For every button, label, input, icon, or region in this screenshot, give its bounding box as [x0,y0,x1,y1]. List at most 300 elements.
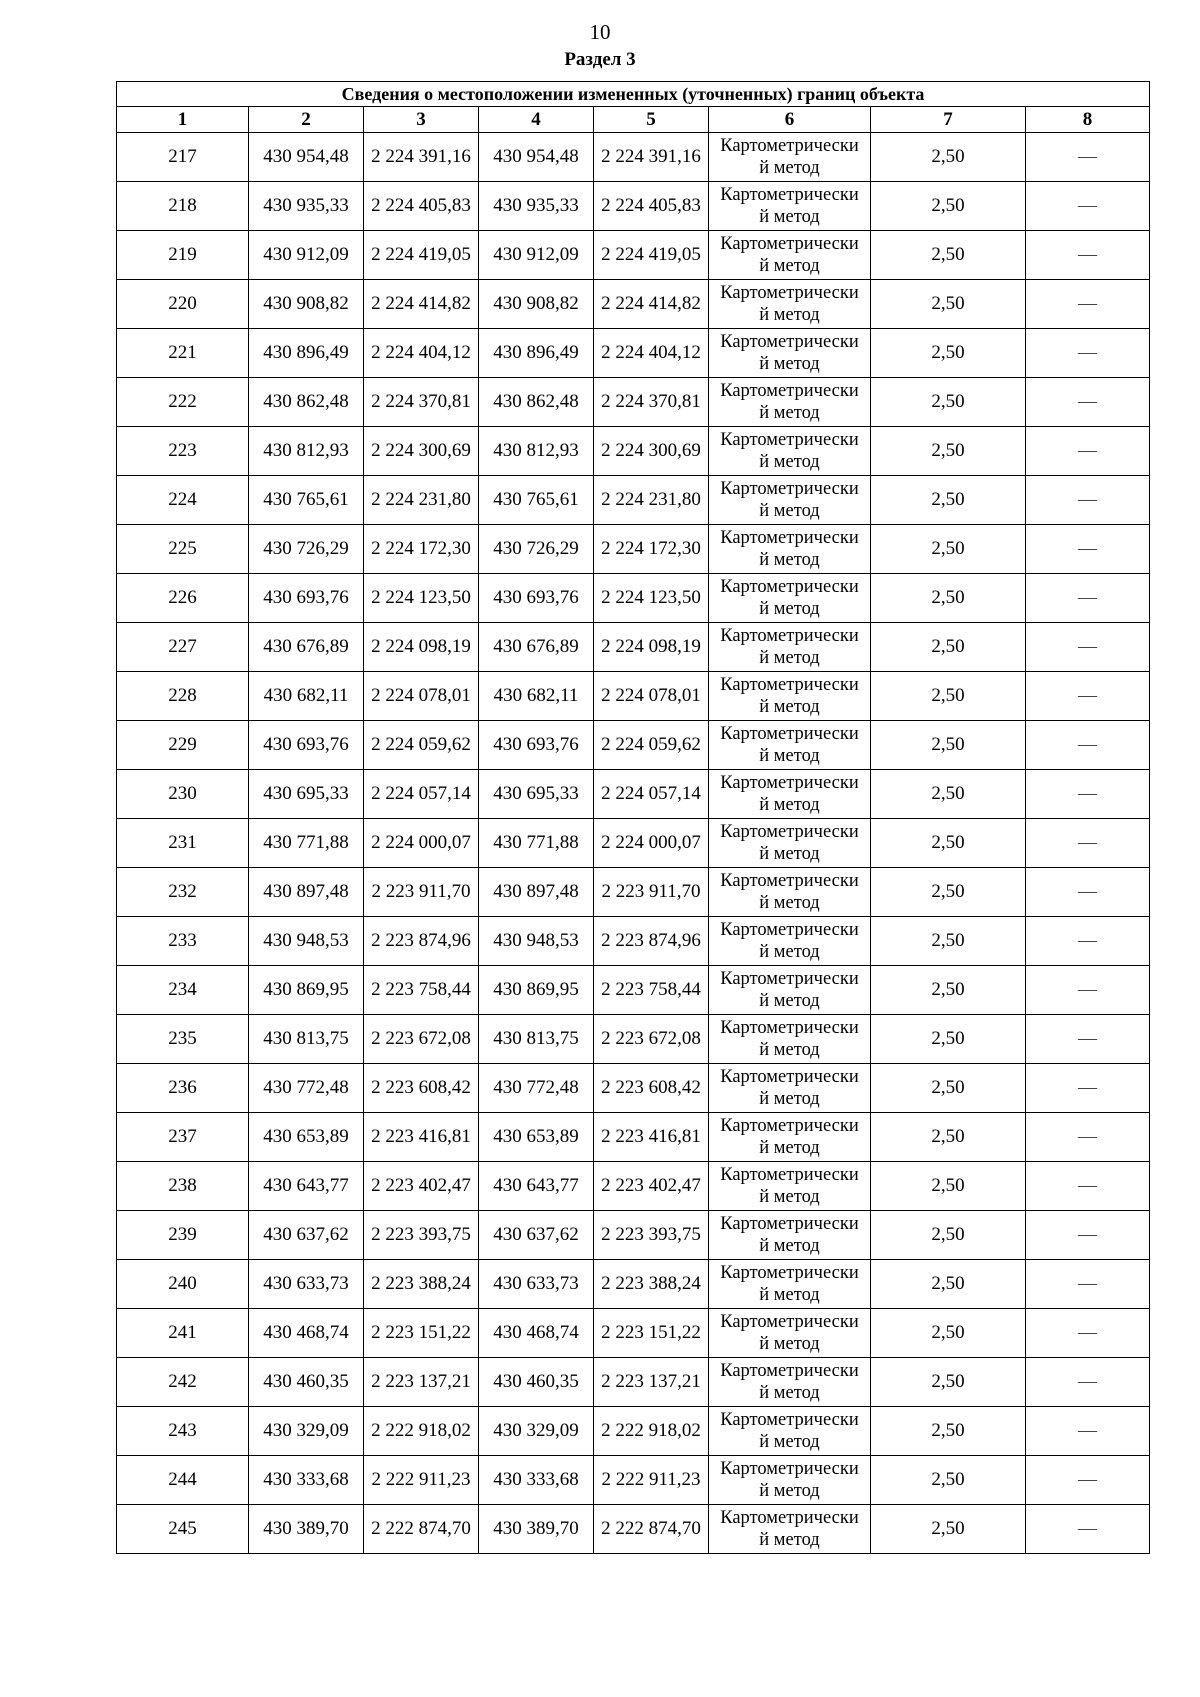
y-existing-cell: 2 224 172,30 [364,525,479,574]
point-number-cell: 236 [117,1064,249,1113]
method-line: й метод [759,354,820,374]
method-line: й метод [759,844,820,864]
table-row [117,623,1150,672]
method-line: Картометрически [720,724,859,744]
y-refined-cell: 2 223 402,47 [594,1162,709,1211]
y-refined-cell: 2 224 300,69 [594,427,709,476]
accuracy-cell: 2,50 [871,574,1026,623]
y-existing-cell: 2 224 419,05 [364,231,479,280]
accuracy-cell: 2,50 [871,329,1026,378]
y-refined-cell: 2 224 123,50 [594,574,709,623]
y-refined-cell: 2 224 404,12 [594,329,709,378]
point-number-cell: 240 [117,1260,249,1309]
note-cell: — [1026,721,1150,770]
y-existing-cell: 2 224 098,19 [364,623,479,672]
method-cell [709,770,871,819]
x-refined-cell: 430 813,75 [479,1015,594,1064]
y-existing-cell: 2 223 608,42 [364,1064,479,1113]
x-refined-cell: 430 676,89 [479,623,594,672]
x-refined-cell: 430 633,73 [479,1260,594,1309]
x-refined-cell: 430 693,76 [479,721,594,770]
note-cell: — [1026,182,1150,231]
method-line: Картометрически [720,528,859,548]
note-cell: — [1026,1064,1150,1113]
x-refined-cell: 430 329,09 [479,1407,594,1456]
accuracy-cell: 2,50 [871,1505,1026,1554]
x-refined-cell: 430 333,68 [479,1456,594,1505]
x-existing-cell: 430 726,29 [249,525,364,574]
method-cell [709,1015,871,1064]
point-number-cell: 244 [117,1456,249,1505]
table-row [117,133,1150,182]
accuracy-cell: 2,50 [871,672,1026,721]
method-line: Картометрически [720,1410,859,1430]
column-number: 3 [364,107,479,133]
x-existing-cell: 430 935,33 [249,182,364,231]
method-line: Картометрически [720,479,859,499]
method-line: Картометрически [720,332,859,352]
method-line: й метод [759,403,820,423]
x-existing-cell: 430 460,35 [249,1358,364,1407]
x-refined-cell: 430 869,95 [479,966,594,1015]
accuracy-cell: 2,50 [871,966,1026,1015]
x-refined-cell: 430 637,62 [479,1211,594,1260]
point-number-cell: 217 [117,133,249,182]
y-existing-cell: 2 224 300,69 [364,427,479,476]
accuracy-cell: 2,50 [871,182,1026,231]
x-existing-cell: 430 695,33 [249,770,364,819]
note-cell: — [1026,770,1150,819]
accuracy-cell: 2,50 [871,1162,1026,1211]
note-cell: — [1026,1113,1150,1162]
method-cell [709,1260,871,1309]
method-line: й метод [759,1138,820,1158]
y-refined-cell: 2 224 414,82 [594,280,709,329]
note-cell: — [1026,966,1150,1015]
x-existing-cell: 430 771,88 [249,819,364,868]
method-cell [709,231,871,280]
y-refined-cell: 2 224 370,81 [594,378,709,427]
y-existing-cell: 2 223 758,44 [364,966,479,1015]
table-row [117,476,1150,525]
x-refined-cell: 430 389,70 [479,1505,594,1554]
accuracy-cell: 2,50 [871,917,1026,966]
point-number-cell: 238 [117,1162,249,1211]
point-number-cell: 230 [117,770,249,819]
note-cell: — [1026,329,1150,378]
y-existing-cell: 2 222 911,23 [364,1456,479,1505]
x-existing-cell: 430 869,95 [249,966,364,1015]
method-line: Картометрически [720,430,859,450]
method-line: Картометрически [720,920,859,940]
x-refined-cell: 430 948,53 [479,917,594,966]
point-number-cell: 225 [117,525,249,574]
method-cell [709,1064,871,1113]
method-line: й метод [759,1040,820,1060]
x-refined-cell: 430 643,77 [479,1162,594,1211]
table-row [117,574,1150,623]
point-number-cell: 219 [117,231,249,280]
method-line: Картометрически [720,136,859,156]
x-refined-cell: 430 468,74 [479,1309,594,1358]
x-existing-cell: 430 682,11 [249,672,364,721]
x-existing-cell: 430 813,75 [249,1015,364,1064]
y-existing-cell: 2 224 231,80 [364,476,479,525]
x-existing-cell: 430 633,73 [249,1260,364,1309]
method-line: й метод [759,599,820,619]
table-row [117,1456,1150,1505]
method-cell [709,1407,871,1456]
method-line: Картометрически [720,1459,859,1479]
point-number-cell: 242 [117,1358,249,1407]
method-line: й метод [759,1334,820,1354]
y-existing-cell: 2 223 151,22 [364,1309,479,1358]
method-line: й метод [759,207,820,227]
method-line: й метод [759,1187,820,1207]
x-existing-cell: 430 389,70 [249,1505,364,1554]
y-refined-cell: 2 222 874,70 [594,1505,709,1554]
y-refined-cell: 2 223 672,08 [594,1015,709,1064]
y-refined-cell: 2 224 098,19 [594,623,709,672]
x-existing-cell: 430 812,93 [249,427,364,476]
method-line: Картометрически [720,577,859,597]
accuracy-cell: 2,50 [871,1064,1026,1113]
y-refined-cell: 2 224 059,62 [594,721,709,770]
method-line: й метод [759,991,820,1011]
x-existing-cell: 430 643,77 [249,1162,364,1211]
column-number: 6 [709,107,871,133]
method-line: й метод [759,550,820,570]
method-cell [709,1456,871,1505]
y-existing-cell: 2 223 137,21 [364,1358,479,1407]
y-refined-cell: 2 224 172,30 [594,525,709,574]
accuracy-cell: 2,50 [871,525,1026,574]
method-cell [709,182,871,231]
point-number-cell: 222 [117,378,249,427]
accuracy-cell: 2,50 [871,1407,1026,1456]
note-cell: — [1026,623,1150,672]
note-cell: — [1026,1260,1150,1309]
method-line: Картометрически [720,381,859,401]
point-number-cell: 243 [117,1407,249,1456]
method-line: Картометрически [720,1165,859,1185]
note-cell: — [1026,1358,1150,1407]
method-cell [709,378,871,427]
y-refined-cell: 2 224 078,01 [594,672,709,721]
y-refined-cell: 2 224 000,07 [594,819,709,868]
y-refined-cell: 2 223 608,42 [594,1064,709,1113]
y-existing-cell: 2 224 057,14 [364,770,479,819]
x-refined-cell: 430 693,76 [479,574,594,623]
table-row [117,231,1150,280]
method-line: й метод [759,452,820,472]
table-row [117,1211,1150,1260]
note-cell: — [1026,1162,1150,1211]
point-number-cell: 237 [117,1113,249,1162]
x-existing-cell: 430 897,48 [249,868,364,917]
point-number-cell: 231 [117,819,249,868]
accuracy-cell: 2,50 [871,1211,1026,1260]
point-number-cell: 226 [117,574,249,623]
table-row [117,427,1150,476]
x-refined-cell: 430 912,09 [479,231,594,280]
accuracy-cell: 2,50 [871,1309,1026,1358]
note-cell: — [1026,525,1150,574]
point-number-cell: 218 [117,182,249,231]
y-refined-cell: 2 223 911,70 [594,868,709,917]
x-refined-cell: 430 772,48 [479,1064,594,1113]
x-existing-cell: 430 676,89 [249,623,364,672]
note-cell: — [1026,574,1150,623]
method-cell [709,1211,871,1260]
method-line: Картометрически [720,675,859,695]
y-refined-cell: 2 223 874,96 [594,917,709,966]
note-cell: — [1026,1456,1150,1505]
y-existing-cell: 2 224 078,01 [364,672,479,721]
accuracy-cell: 2,50 [871,623,1026,672]
table-row [117,329,1150,378]
method-line: Картометрически [720,185,859,205]
method-line: й метод [759,1089,820,1109]
accuracy-cell: 2,50 [871,1358,1026,1407]
x-existing-cell: 430 329,09 [249,1407,364,1456]
method-line: Картометрически [720,283,859,303]
y-existing-cell: 2 223 874,96 [364,917,479,966]
method-cell [709,721,871,770]
point-number-cell: 232 [117,868,249,917]
column-number: 5 [594,107,709,133]
table-row [117,1015,1150,1064]
accuracy-cell: 2,50 [871,1113,1026,1162]
method-cell [709,917,871,966]
method-cell [709,623,871,672]
x-refined-cell: 430 954,48 [479,133,594,182]
x-existing-cell: 430 772,48 [249,1064,364,1113]
method-line: й метод [759,1481,820,1501]
y-refined-cell: 2 224 419,05 [594,231,709,280]
method-cell [709,525,871,574]
y-refined-cell: 2 224 057,14 [594,770,709,819]
accuracy-cell: 2,50 [871,1456,1026,1505]
table-row [117,1064,1150,1113]
point-number-cell: 228 [117,672,249,721]
method-cell [709,329,871,378]
y-refined-cell: 2 223 416,81 [594,1113,709,1162]
x-existing-cell: 430 693,76 [249,574,364,623]
accuracy-cell: 2,50 [871,133,1026,182]
method-cell [709,966,871,1015]
x-refined-cell: 430 935,33 [479,182,594,231]
method-line: й метод [759,1236,820,1256]
point-number-cell: 221 [117,329,249,378]
method-line: й метод [759,1383,820,1403]
x-refined-cell: 430 908,82 [479,280,594,329]
y-existing-cell: 2 224 059,62 [364,721,479,770]
note-cell: — [1026,868,1150,917]
y-existing-cell: 2 224 123,50 [364,574,479,623]
x-refined-cell: 430 862,48 [479,378,594,427]
y-refined-cell: 2 224 391,16 [594,133,709,182]
table-row [117,378,1150,427]
accuracy-cell: 2,50 [871,280,1026,329]
method-line: Картометрически [720,822,859,842]
table-body [117,133,1150,1554]
accuracy-cell: 2,50 [871,770,1026,819]
method-line: й метод [759,942,820,962]
method-line: Картометрически [720,626,859,646]
column-number: 2 [249,107,364,133]
method-line: й метод [759,648,820,668]
accuracy-cell: 2,50 [871,819,1026,868]
point-number-cell: 223 [117,427,249,476]
note-cell: — [1026,280,1150,329]
method-line: й метод [759,1432,820,1452]
table-row [117,525,1150,574]
method-line: й метод [759,746,820,766]
y-existing-cell: 2 223 388,24 [364,1260,479,1309]
method-line: Картометрически [720,773,859,793]
section-title: Раздел 3 [564,49,636,70]
method-line: й метод [759,1285,820,1305]
table-caption: Сведения о местоположении измененных (уточненных) границ объекта [117,82,1150,107]
table-row [117,1309,1150,1358]
y-refined-cell: 2 222 911,23 [594,1456,709,1505]
method-line: Картометрически [720,1263,859,1283]
note-cell: — [1026,672,1150,721]
accuracy-cell: 2,50 [871,231,1026,280]
method-cell [709,819,871,868]
x-refined-cell: 430 765,61 [479,476,594,525]
method-cell [709,672,871,721]
y-existing-cell: 2 224 404,12 [364,329,479,378]
note-cell: — [1026,133,1150,182]
x-existing-cell: 430 896,49 [249,329,364,378]
note-cell: — [1026,231,1150,280]
x-existing-cell: 430 948,53 [249,917,364,966]
method-line: й метод [759,256,820,276]
method-cell [709,868,871,917]
table-row [117,819,1150,868]
y-refined-cell: 2 224 231,80 [594,476,709,525]
note-cell: — [1026,1505,1150,1554]
x-existing-cell: 430 468,74 [249,1309,364,1358]
y-existing-cell: 2 224 405,83 [364,182,479,231]
y-existing-cell: 2 224 414,82 [364,280,479,329]
method-line: Картометрически [720,1312,859,1332]
accuracy-cell: 2,50 [871,378,1026,427]
x-refined-cell: 430 812,93 [479,427,594,476]
point-number-cell: 245 [117,1505,249,1554]
accuracy-cell: 2,50 [871,1260,1026,1309]
method-line: й метод [759,1530,820,1550]
method-line: Картометрически [720,234,859,254]
table-row [117,182,1150,231]
table-row [117,1113,1150,1162]
x-refined-cell: 430 682,11 [479,672,594,721]
x-existing-cell: 430 765,61 [249,476,364,525]
accuracy-cell: 2,50 [871,868,1026,917]
column-number-row [117,107,1150,133]
x-existing-cell: 430 954,48 [249,133,364,182]
column-number: 4 [479,107,594,133]
point-number-cell: 235 [117,1015,249,1064]
boundary-coordinates-table [116,81,1150,1554]
method-line: Картометрически [720,1116,859,1136]
method-cell [709,427,871,476]
note-cell: — [1026,1015,1150,1064]
point-number-cell: 241 [117,1309,249,1358]
note-cell: — [1026,819,1150,868]
method-cell [709,1162,871,1211]
table-row [117,672,1150,721]
method-line: Картометрически [720,1508,859,1528]
accuracy-cell: 2,50 [871,721,1026,770]
x-existing-cell: 430 908,82 [249,280,364,329]
method-line: Картометрически [720,1067,859,1087]
y-existing-cell: 2 223 402,47 [364,1162,479,1211]
y-refined-cell: 2 223 151,22 [594,1309,709,1358]
method-line: Картометрически [720,1361,859,1381]
method-line: Картометрически [720,1018,859,1038]
point-number-cell: 227 [117,623,249,672]
table-row [117,280,1150,329]
point-number-cell: 233 [117,917,249,966]
point-number-cell: 224 [117,476,249,525]
y-existing-cell: 2 224 391,16 [364,133,479,182]
accuracy-cell: 2,50 [871,427,1026,476]
method-line: й метод [759,305,820,325]
page-number: 10 [589,20,611,44]
point-number-cell: 239 [117,1211,249,1260]
y-existing-cell: 2 223 416,81 [364,1113,479,1162]
note-cell: — [1026,476,1150,525]
x-existing-cell: 430 637,62 [249,1211,364,1260]
column-number: 7 [871,107,1026,133]
method-line: Картометрически [720,969,859,989]
y-refined-cell: 2 223 388,24 [594,1260,709,1309]
y-existing-cell: 2 223 393,75 [364,1211,479,1260]
x-refined-cell: 430 771,88 [479,819,594,868]
method-cell [709,1113,871,1162]
method-cell [709,133,871,182]
method-cell [709,280,871,329]
method-cell [709,1505,871,1554]
y-existing-cell: 2 223 672,08 [364,1015,479,1064]
note-cell: — [1026,1309,1150,1358]
y-refined-cell: 2 223 758,44 [594,966,709,1015]
method-line: й метод [759,893,820,913]
x-refined-cell: 430 897,48 [479,868,594,917]
accuracy-cell: 2,50 [871,476,1026,525]
y-existing-cell: 2 223 911,70 [364,868,479,917]
table-row [117,917,1150,966]
x-refined-cell: 430 653,89 [479,1113,594,1162]
x-refined-cell: 430 726,29 [479,525,594,574]
method-line: й метод [759,795,820,815]
table-row [117,770,1150,819]
y-existing-cell: 2 224 370,81 [364,378,479,427]
method-cell [709,574,871,623]
x-refined-cell: 430 695,33 [479,770,594,819]
table-row [117,1505,1150,1554]
y-existing-cell: 2 222 874,70 [364,1505,479,1554]
point-number-cell: 220 [117,280,249,329]
method-line: й метод [759,697,820,717]
y-refined-cell: 2 223 393,75 [594,1211,709,1260]
x-existing-cell: 430 693,76 [249,721,364,770]
method-line: Картометрически [720,1214,859,1234]
note-cell: — [1026,1407,1150,1456]
